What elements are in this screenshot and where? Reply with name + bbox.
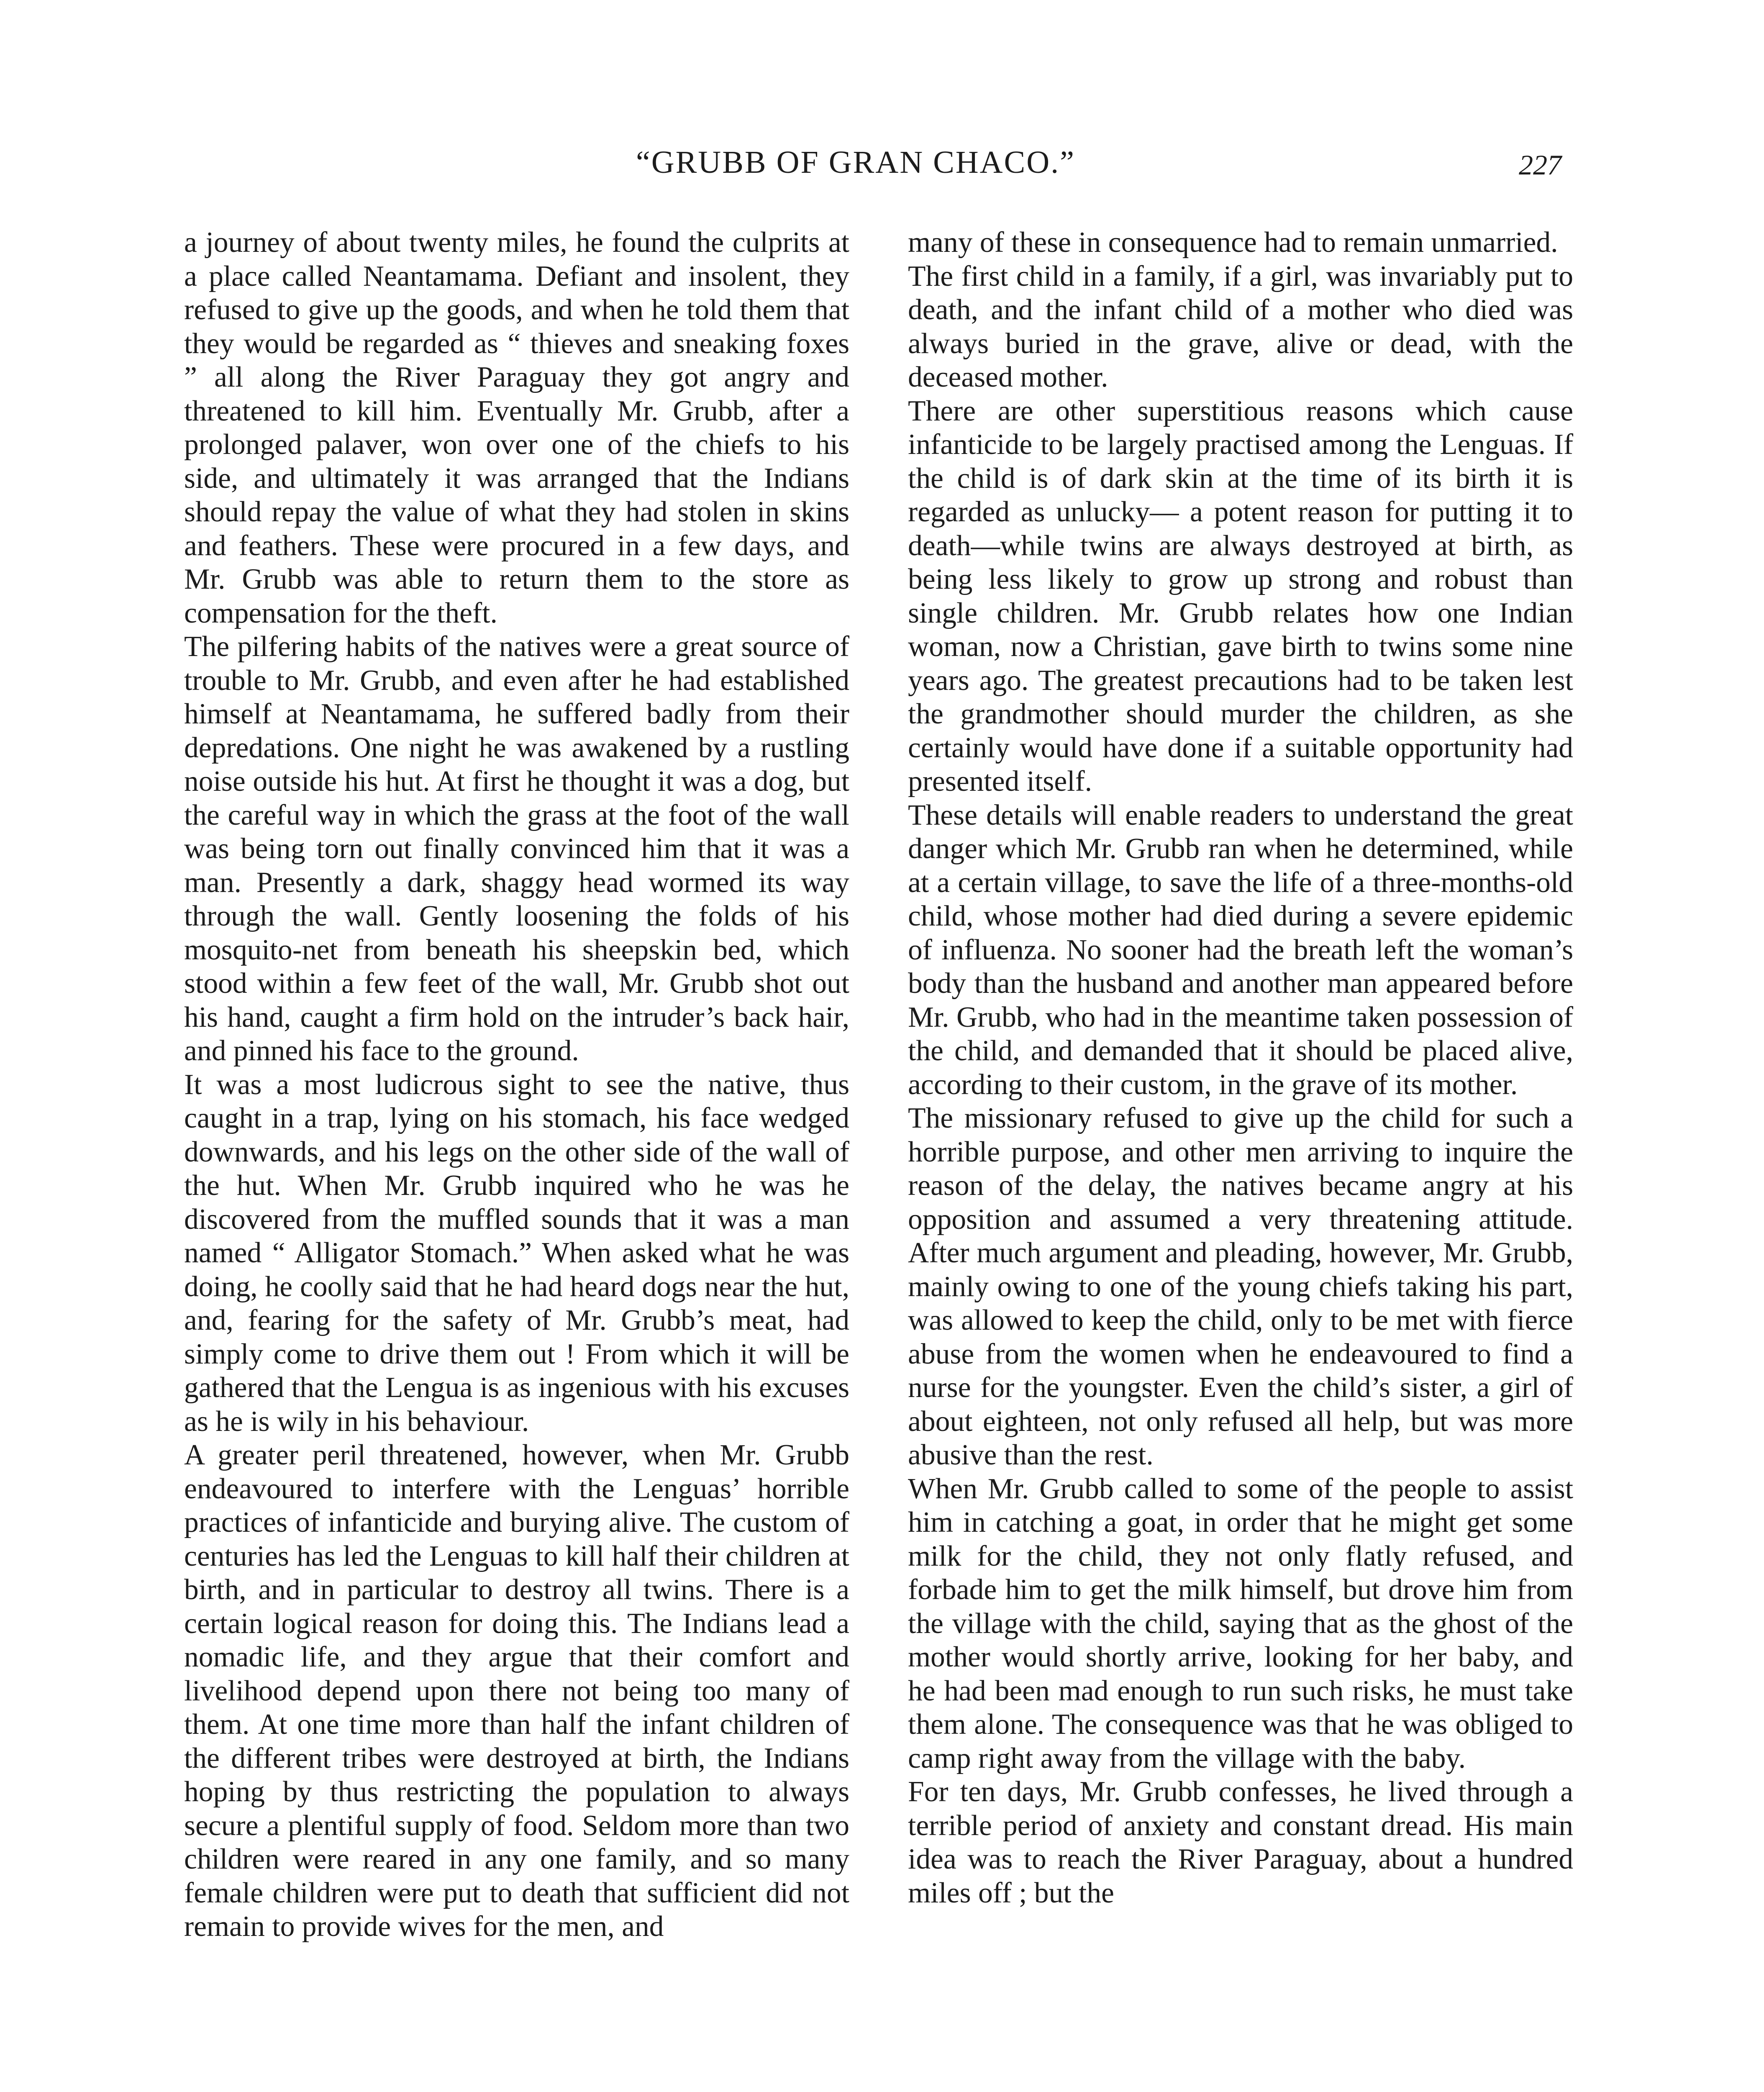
paragraph: It was a most ludicrous sight to see the native, thus caught in a trap, lying on his stomach, his face wedged downwards, and his legs on the other side of the wall of the hut. When Mr. Grubb inquired who he was he discovered from the muffled sounds that it was a man named “ Alligator Stomach.” When asked what he was doing, he coolly said that he had heard dogs near the hut, and, fearing for the safety of Mr. Grubb’s meat, had simply come to drive them out ! From which it will be gathered that the Lengua is as ingenious with his excuses as he is wily in his behaviour. — [184, 1068, 849, 1438]
paragraph: The pilfering habits of the natives were a great source of trouble to Mr. Grubb, and even after he had established himself at Neantamama, he suffered badly from their depredations. One night he was awakened by a rustling noise outside his hut. At first he thought it was a dog, but the careful way in which the grass at the foot of the wall was being torn out finally convinced him that it was a man. Presently a dark, shaggy head wormed its way through the wall. Gently loosening the folds of his mosquito-net from beneath his sheepskin bed, which stood within a few feet of the wall, Mr. Grubb shot out his hand, caught a firm hold on the intruder’s back hair, and pinned his face to the ground. — [184, 631, 849, 1067]
paragraph: The first child in a family, if a girl, was invariably put to death, and the infant child of a mother who died was always buried in the grave, alive or dead, with the deceased mother. — [908, 260, 1573, 393]
paragraph: many of these in consequence had to remain unmarried. — [908, 226, 1558, 259]
running-head-title: “GRUBB OF GRAN CHACO.” — [636, 145, 1075, 180]
right-column — [908, 226, 1573, 1910]
paragraph: When Mr. Grubb called to some of the people to assist him in catching a goat, in order that he might get some milk for the child, they not only flatly refused, and forbade him to get the milk himself, but drove him from the village with the child, saying that as the ghost of the mother would shortly arrive, looking for her baby, and he had been mad enough to run such risks, he must take them alone. The consequence was that he was obliged to camp right away from the village with the baby. — [908, 1472, 1573, 1774]
page-number: 227 — [1519, 149, 1561, 181]
paragraph: The missionary refused to give up the child for such a horrible purpose, and other men arriving to inquire the reason of the delay, the natives became angry at his opposition and assumed a very threatening attitude. After much argument and pleading, however, Mr. Grubb, mainly owing to one of the young chiefs taking his part, was allowed to keep the child, only to be met with fierce abuse from the women when he endeavoured to find a nurse for the youngster. Even the child’s sister, a girl of about eighteen, not only refused all help, but was more abusive than the rest. — [908, 1102, 1573, 1471]
paragraph: a journey of about twenty miles, he found the culprits at a place called Neantamama. Defiant and insolent, they refused to give up the goods, and when he told them that they would be regarded as “ thieves and sneaking foxes ” all along the River Paraguay they got angry and threatened to kill him. Eventually Mr. Grubb, after a prolonged palaver, won over one of the chiefs to his side, and ultimately it was arranged that the Indians should repay the value of what they had stolen in skins and feathers. These were procured in a few days, and Mr. Grubb was able to return them to the store as compensation for the theft. — [184, 226, 849, 629]
paragraph: A greater peril threatened, however, when Mr. Grubb endeavoured to interfere with the Lenguas’ horrible practices of infanticide and burying alive. The custom of centuries has led the Lenguas to kill half their children at birth, and in particular to destroy all twins. There is a certain logical reason for doing this. The Indians lead a nomadic life, and they argue that their comfort and livelihood depend upon there not being too many of them. At one time more than half the infant children of the different tribes were destroyed at birth, the Indians hoping by thus restricting the population to always secure a plentiful supply of food. Seldom more than two children were reared in any one family, and so many female children were put to death that sufficient did not remain to provide wives for the men, and — [184, 1439, 849, 1943]
paragraph: There are other superstitious reasons which cause infanticide to be largely practised among the Lenguas. If the child is of dark skin at the time of its birth it is regarded as unlucky— a potent reason for putting it to death—while twins are always destroyed at birth, as being less likely to grow up strong and robust than single children. Mr. Grubb relates how one Indian woman, now a Christian, gave birth to twins some nine years ago. The greatest precautions had to be taken lest the grandmother should murder the children, as she certainly would have done if a suitable opportunity had presented itself. — [908, 395, 1573, 797]
paragraph: For ten days, Mr. Grubb confesses, he lived through a terrible period of anxiety and constant dread. His main idea was to reach the River Paraguay, about a hundred miles off ; but the — [908, 1776, 1573, 1909]
paragraph: These details will enable readers to understand the great danger which Mr. Grubb ran when he determined, while at a certain village, to save the life of a three-months-old child, whose mother had died during a severe epidemic of influenza. No sooner had the breath left the woman’s body than the husband and another man appeared before Mr. Grubb, who had in the meantime taken possession of the child, and demanded that it should be placed alive, according to their custom, in the grave of its mother. — [908, 799, 1573, 1101]
left-column — [184, 226, 849, 1944]
